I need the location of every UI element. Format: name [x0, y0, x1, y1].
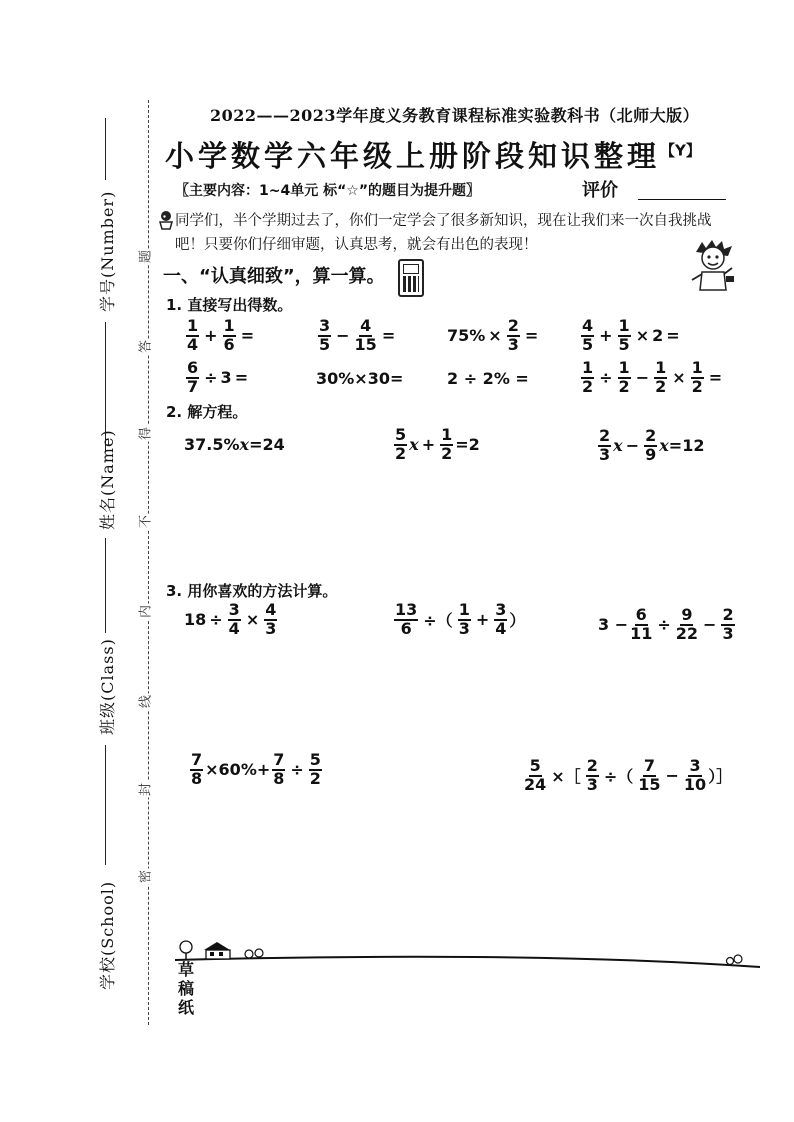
student-id-label: 学号(Number) [98, 190, 117, 312]
seal-char: 答 [138, 340, 154, 354]
q3-problem-2: $\frac{13}{6}$ ÷（ 1 3 + $\frac{3}{4}$ ） [395, 600, 526, 638]
q1-item-8: $\frac{1}{2}$ ÷ $\frac{1}{2}$ − $\frac{1}{2}$ × $\frac{1}{2}$ = [582, 358, 723, 396]
q3-title: 3. 用你喜欢的方法计算。 [166, 582, 338, 600]
main-title-text: 小学数学六年级上册阶段知识整理 [165, 139, 661, 173]
margin-line-class [105, 538, 106, 633]
scratch-label: 草稿纸 [177, 960, 194, 1017]
title-tag: 【Y】 [660, 141, 701, 160]
seal-char: 得 [138, 427, 154, 441]
q2-equation-3: 2 3 x − $\frac{2}{9}$ x =12 [599, 426, 705, 464]
page-title [165, 134, 701, 175]
top-title: 2022——2023学年度义务教育课程标准实验教科书（北师大版） [210, 106, 700, 125]
q1-item-5: $\frac{6}{7}$ ÷ 3 = [187, 358, 249, 396]
q1-title: 1. 直接写出得数。 [166, 296, 293, 314]
margin-line-number [105, 118, 106, 180]
q1-item-2: 3 5 − $\frac{4}{15}$ = [319, 316, 396, 354]
seal-line [148, 100, 149, 1025]
tree-icon [180, 941, 192, 960]
seal-char: 封 [138, 783, 154, 797]
q3-problem-1: 18 ÷ $\frac{3}{4}$ × $\frac{4}{3}$ [184, 600, 277, 638]
seal-char: 内 [138, 605, 154, 619]
intro-text: 同学们，半个学期过去了，你们一定学会了很多新知识，现在让我们来一次自我挑战吧！只要你们仔细审题，认真思考，就会有出色的表现！ [175, 213, 712, 253]
evaluation-label: 评价 [582, 180, 618, 201]
seal-char: 密 [138, 870, 154, 884]
school-label: 学校(School) [98, 880, 117, 990]
q1-item-3: 75% × $\frac{2}{3}$ = [447, 316, 539, 354]
q1-item-6: 30%×30= [316, 369, 404, 388]
section-title: 一、“认真细致”，算一算。 [163, 266, 385, 287]
name-label: 姓名(Name) [98, 429, 117, 530]
calculator-icon [398, 259, 424, 297]
margin-line-school [105, 745, 106, 865]
cartoon-boy-icon [688, 238, 736, 296]
kid-reading-icon [158, 210, 174, 230]
seal-char: 不 [138, 515, 154, 529]
q2-equation-2: 5 2 x + $\frac{1}{2}$ =2 [395, 425, 480, 463]
q3-problem-3: 3 − $\frac{6}{11}$ ÷ $\frac{9}{22}$ − $\frac{2}{3}$ [598, 605, 734, 643]
bush-icon [727, 955, 743, 965]
bush-icon [245, 949, 263, 958]
house-icon [204, 942, 230, 959]
q3-problem-5: $\frac{5}{24}$ ×［ $\frac{2}{3}$ ÷（ 7 15 − $\frac{3}{10}$ ）］ [524, 756, 733, 794]
q1-item-7: 2 ÷ 2% = [447, 369, 529, 388]
q2-title: 2. 解方程。 [166, 403, 248, 421]
q3-problem-4: $\frac{7}{8}$ ×60%+ $\frac{7}{8}$ ÷ $\frac{5}{2}$ [191, 750, 321, 788]
seal-char: 题 [138, 250, 154, 264]
q1-item-4: 4 5 + $\frac{1}{5}$ × 2 = [582, 316, 680, 354]
q1-item-1: 1 4 + $\frac{1}{6}$ = [187, 316, 255, 354]
q2-equation-1: 37.5% x =24 [184, 435, 285, 454]
seal-char: 线 [138, 695, 154, 709]
scope-note: 〖主要内容：1~4单元 标“☆”的题目为提升题〗 [175, 183, 481, 199]
class-label: 班级(Class) [98, 638, 117, 735]
scratch-divider [175, 940, 760, 970]
evaluation-blank[interactable] [638, 199, 726, 200]
